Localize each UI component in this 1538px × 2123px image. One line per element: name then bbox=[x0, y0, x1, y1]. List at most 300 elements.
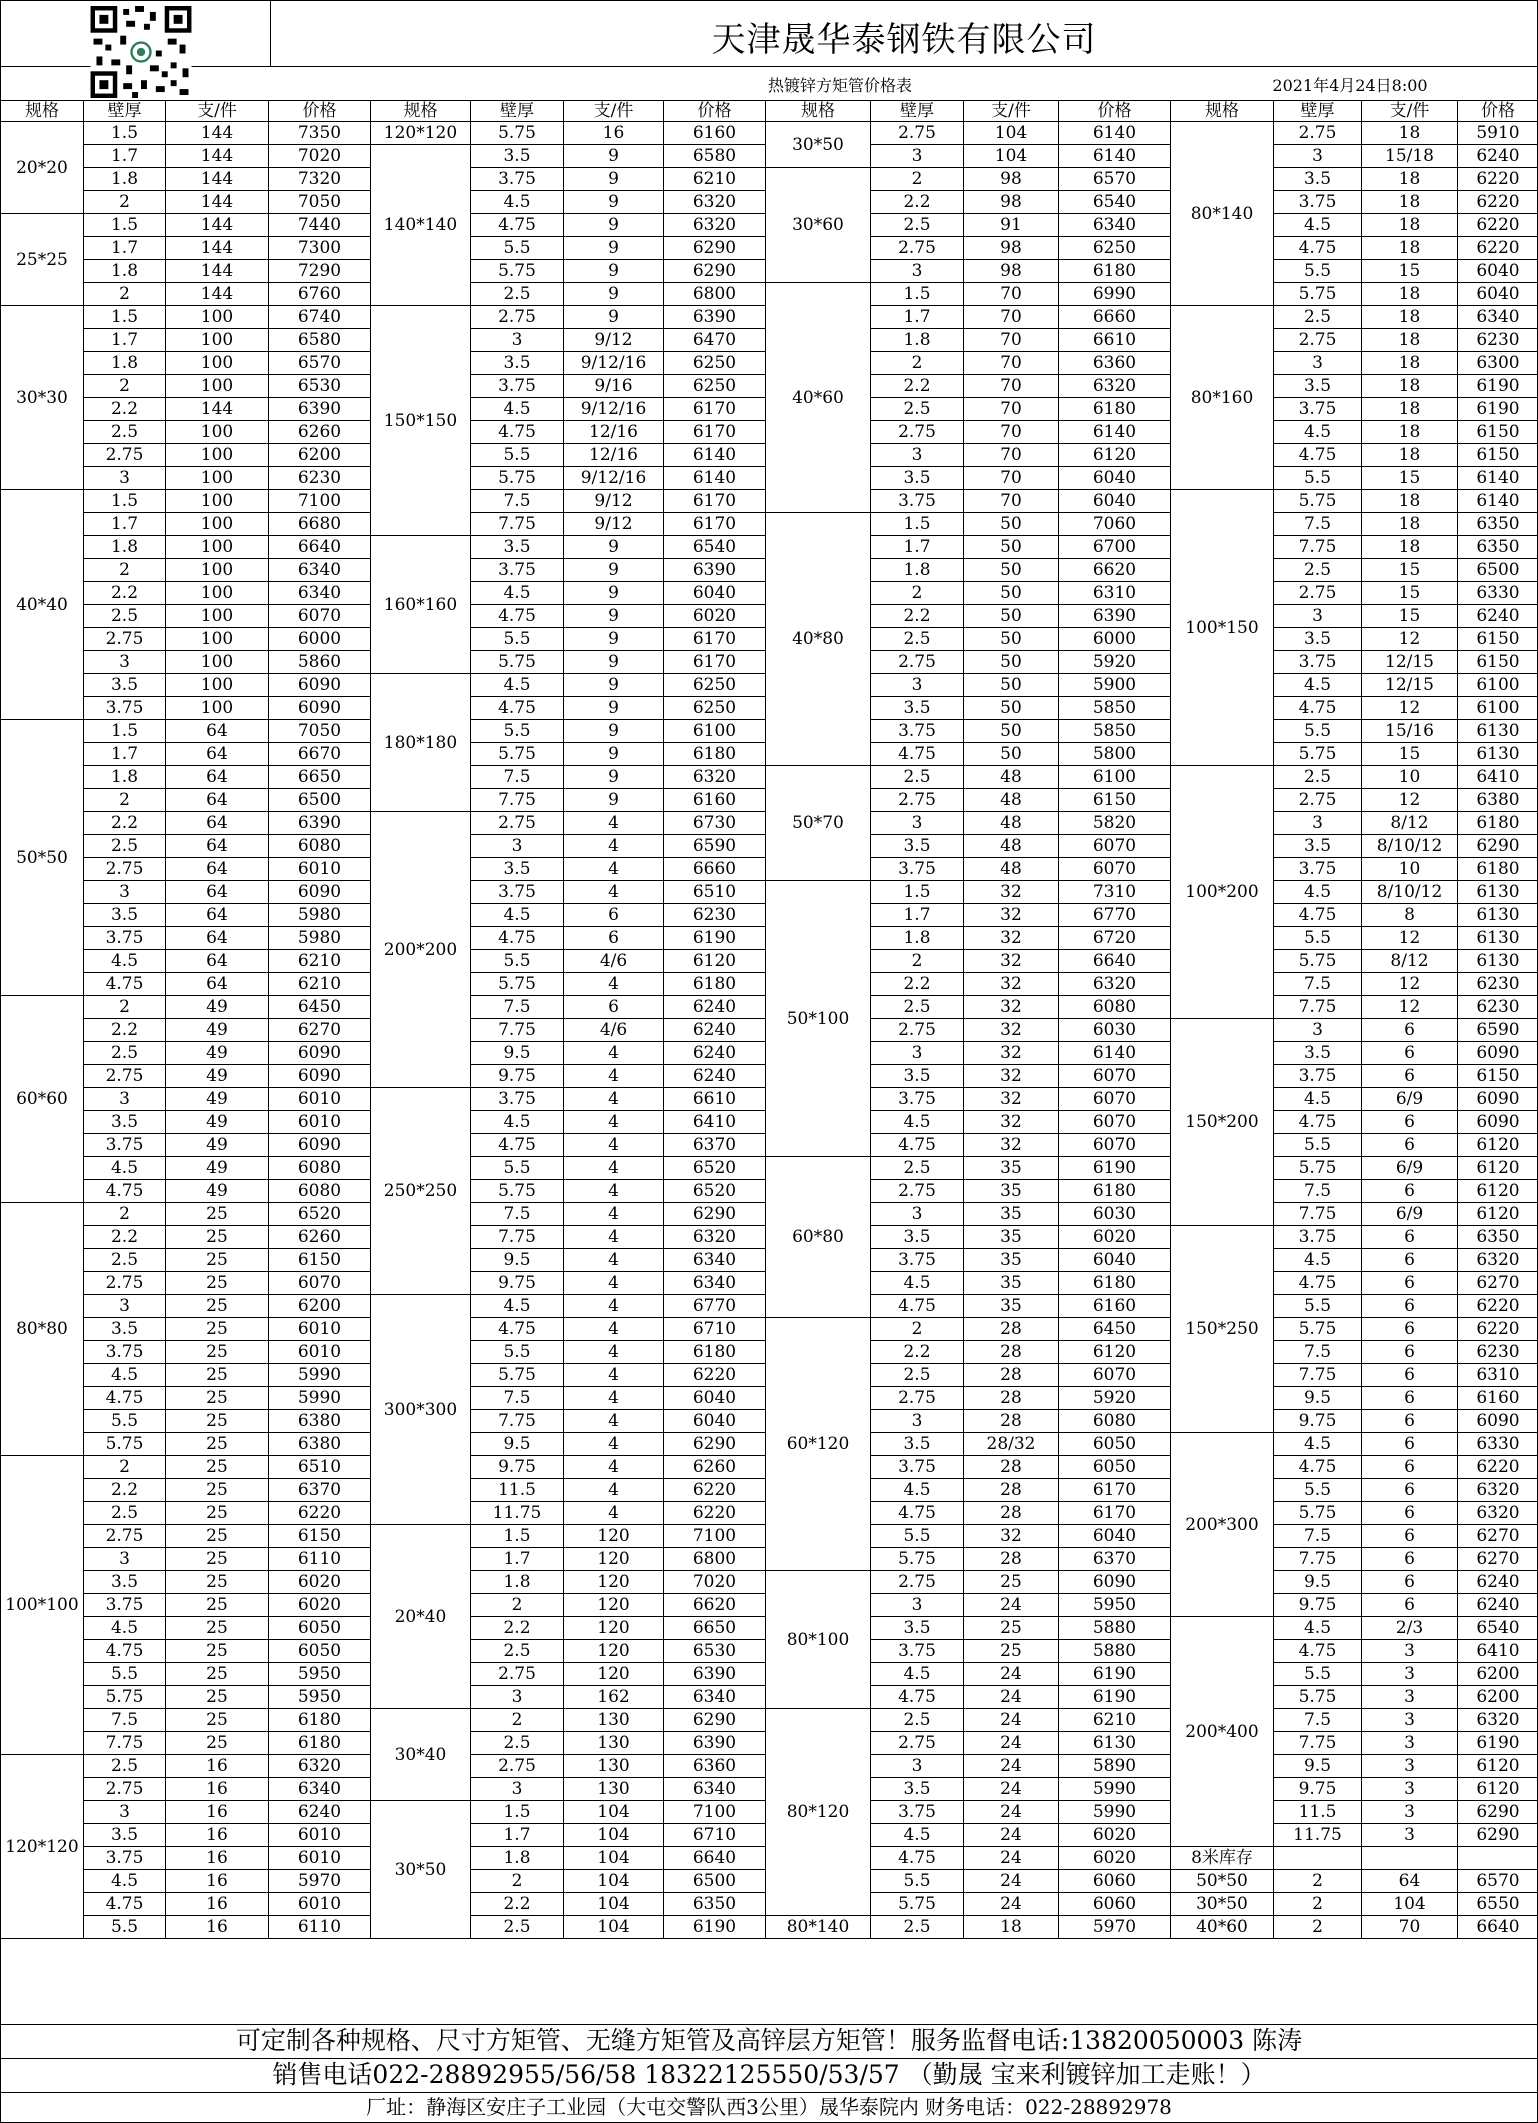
thickness-cell: 2.5 bbox=[84, 421, 166, 444]
pieces-cell: 91 bbox=[964, 214, 1059, 237]
table-row bbox=[1, 766, 1538, 789]
thickness-cell: 3 bbox=[1274, 145, 1362, 168]
thickness-cell: 2.75 bbox=[471, 812, 564, 835]
price-cell: 6500 bbox=[664, 1870, 766, 1893]
thickness-cell: 4.5 bbox=[84, 1870, 166, 1893]
price-cell: 6050 bbox=[1059, 1433, 1171, 1456]
price-cell: 6300 bbox=[1458, 352, 1538, 375]
price-cell: 6540 bbox=[1458, 1617, 1538, 1640]
pieces-cell: 9 bbox=[564, 145, 664, 168]
pieces-cell: 6 bbox=[1362, 1479, 1458, 1502]
spec-cell: 40*40 bbox=[1, 490, 84, 720]
thickness-cell: 4.75 bbox=[1274, 1456, 1362, 1479]
footer-custom-notice: 可定制各种规格、尺寸方矩管、无缝方矩管及高锌层方矩管！服务监督电话:13820050003 陈涛 bbox=[235, 2026, 1303, 2055]
thickness-cell: 3 bbox=[84, 881, 166, 904]
price-cell: 6250 bbox=[1059, 237, 1171, 260]
thickness-cell: 2.75 bbox=[471, 306, 564, 329]
pieces-cell: 50 bbox=[964, 697, 1059, 720]
thickness-cell: 2.75 bbox=[1274, 582, 1362, 605]
thickness-cell: 7.75 bbox=[1274, 1548, 1362, 1571]
thickness-cell: 2.5 bbox=[1274, 766, 1362, 789]
price-cell: 6130 bbox=[1458, 927, 1538, 950]
thickness-cell: 3.75 bbox=[871, 1456, 964, 1479]
pieces-cell: 6 bbox=[564, 996, 664, 1019]
thickness-cell: 4.5 bbox=[871, 1111, 964, 1134]
thickness-cell: 7.5 bbox=[1274, 1341, 1362, 1364]
price-cell: 6070 bbox=[1059, 835, 1171, 858]
pieces-cell: 4 bbox=[564, 1111, 664, 1134]
spec-cell: 100*200 bbox=[1171, 766, 1274, 1019]
pieces-cell: 24 bbox=[964, 1663, 1059, 1686]
price-cell: 6000 bbox=[1059, 628, 1171, 651]
pieces-cell: 4 bbox=[564, 1088, 664, 1111]
price-cell: 6150 bbox=[1458, 651, 1538, 674]
price-cell: 6150 bbox=[269, 1249, 371, 1272]
table-row bbox=[1, 283, 1538, 306]
thickness-cell: 5.5 bbox=[1274, 260, 1362, 283]
pieces-cell: 100 bbox=[166, 467, 269, 490]
pieces-cell: 9 bbox=[564, 697, 664, 720]
thickness-cell: 1.8 bbox=[871, 927, 964, 950]
thickness-cell: 2.5 bbox=[871, 1364, 964, 1387]
price-cell: 6170 bbox=[664, 398, 766, 421]
thickness-cell: 7.5 bbox=[1274, 1180, 1362, 1203]
spec-cell: 80*100 bbox=[766, 1571, 871, 1709]
price-cell: 6140 bbox=[1059, 145, 1171, 168]
pieces-cell: 25 bbox=[166, 1479, 269, 1502]
thickness-cell: 3.75 bbox=[471, 881, 564, 904]
price-cell: 6520 bbox=[664, 1180, 766, 1203]
pieces-cell: 9 bbox=[564, 306, 664, 329]
pieces-cell: 25 bbox=[166, 1548, 269, 1571]
price-cell: 6040 bbox=[664, 582, 766, 605]
pieces-cell: 9 bbox=[564, 168, 664, 191]
thickness-cell: 3.5 bbox=[84, 904, 166, 927]
thickness-cell: 5.5 bbox=[1274, 927, 1362, 950]
price-cell: 6080 bbox=[269, 1180, 371, 1203]
pieces-cell: 130 bbox=[564, 1778, 664, 1801]
price-cell: 6200 bbox=[269, 1295, 371, 1318]
spec-cell: 50*50 bbox=[1, 720, 84, 996]
pieces-cell: 70 bbox=[964, 421, 1059, 444]
price-cell: 5950 bbox=[269, 1663, 371, 1686]
price-cell: 6050 bbox=[1059, 1456, 1171, 1479]
thickness-cell: 2.75 bbox=[871, 1732, 964, 1755]
table-row bbox=[1, 1916, 1538, 1939]
pieces-cell: 64 bbox=[166, 973, 269, 996]
pieces-cell: 100 bbox=[166, 513, 269, 536]
thickness-cell: 3.5 bbox=[871, 835, 964, 858]
thickness-cell: 11.5 bbox=[1274, 1801, 1362, 1824]
price-cell: 6140 bbox=[664, 467, 766, 490]
thickness-cell: 2 bbox=[84, 559, 166, 582]
price-cell: 6040 bbox=[664, 1387, 766, 1410]
spec-cell: 160*160 bbox=[371, 536, 471, 674]
spec-cell: 80*140 bbox=[1171, 122, 1274, 306]
thickness-cell: 2.75 bbox=[84, 1065, 166, 1088]
pieces-cell: 64 bbox=[166, 858, 269, 881]
price-cell: 6230 bbox=[1458, 996, 1538, 1019]
thickness-cell: 9.5 bbox=[471, 1249, 564, 1272]
pieces-cell: 25 bbox=[166, 1433, 269, 1456]
thickness-cell: 3.75 bbox=[84, 1847, 166, 1870]
thickness-cell: 3.5 bbox=[471, 352, 564, 375]
price-cell: 6220 bbox=[1458, 191, 1538, 214]
pieces-cell: 70 bbox=[964, 490, 1059, 513]
thickness-cell: 4.75 bbox=[871, 1502, 964, 1525]
thickness-cell: 2.5 bbox=[84, 1042, 166, 1065]
thickness-cell: 5.75 bbox=[84, 1686, 166, 1709]
price-cell: 6040 bbox=[664, 1410, 766, 1433]
price-cell: 6120 bbox=[1458, 1157, 1538, 1180]
thickness-cell: 3.5 bbox=[871, 697, 964, 720]
thickness-cell: 2.5 bbox=[1274, 306, 1362, 329]
thickness-cell: 1.5 bbox=[471, 1801, 564, 1824]
thickness-cell: 2 bbox=[1274, 1893, 1362, 1916]
thickness-cell: 7.5 bbox=[1274, 1525, 1362, 1548]
thickness-cell: 4.5 bbox=[84, 1157, 166, 1180]
price-cell: 6220 bbox=[664, 1364, 766, 1387]
thickness-cell: 4.5 bbox=[871, 1479, 964, 1502]
pieces-cell: 9 bbox=[564, 605, 664, 628]
thickness-cell: 3 bbox=[871, 444, 964, 467]
price-cell: 6120 bbox=[664, 950, 766, 973]
price-cell: 7050 bbox=[269, 720, 371, 743]
thickness-cell: 2 bbox=[871, 168, 964, 191]
price-cell: 6180 bbox=[1458, 812, 1538, 835]
pieces-cell: 10 bbox=[1362, 858, 1458, 881]
thickness-cell: 4.75 bbox=[84, 1387, 166, 1410]
pieces-cell: 6 bbox=[1362, 1249, 1458, 1272]
price-cell: 6090 bbox=[269, 674, 371, 697]
pieces-cell: 24 bbox=[964, 1847, 1059, 1870]
pieces-cell: 16 bbox=[166, 1847, 269, 1870]
price-cell: 5890 bbox=[1059, 1755, 1171, 1778]
pieces-cell: 8/12 bbox=[1362, 812, 1458, 835]
spec-cell: 120*120 bbox=[1, 1755, 84, 1939]
pieces-cell: 144 bbox=[166, 145, 269, 168]
thickness-cell: 4.75 bbox=[84, 1640, 166, 1663]
thickness-cell: 2.5 bbox=[871, 214, 964, 237]
thickness-cell: 5.5 bbox=[471, 950, 564, 973]
thickness-cell: 2 bbox=[471, 1870, 564, 1893]
price-cell: 6670 bbox=[269, 743, 371, 766]
thickness-cell: 2.5 bbox=[84, 835, 166, 858]
pieces-cell: 64 bbox=[166, 950, 269, 973]
pieces-cell: 6 bbox=[1362, 1525, 1458, 1548]
thickness-cell: 7.75 bbox=[471, 789, 564, 812]
price-cell: 6770 bbox=[1059, 904, 1171, 927]
price-cell: 6390 bbox=[664, 559, 766, 582]
pieces-cell: 9/12 bbox=[564, 513, 664, 536]
pieces-cell: 100 bbox=[166, 605, 269, 628]
pieces-cell: 15 bbox=[1362, 582, 1458, 605]
price-cell: 6320 bbox=[1458, 1479, 1538, 1502]
spec-cell: 180*180 bbox=[371, 674, 471, 812]
pieces-cell: 50 bbox=[964, 651, 1059, 674]
pieces-cell: 18 bbox=[1362, 306, 1458, 329]
pieces-cell: 4 bbox=[564, 1364, 664, 1387]
pieces-cell: 24 bbox=[964, 1801, 1059, 1824]
thickness-cell: 2.5 bbox=[84, 1755, 166, 1778]
pieces-cell: 120 bbox=[564, 1617, 664, 1640]
thickness-cell: 4.75 bbox=[84, 1893, 166, 1916]
thickness-cell: 2.75 bbox=[1274, 329, 1362, 352]
pieces-cell: 12 bbox=[1362, 697, 1458, 720]
pieces-cell: 25 bbox=[166, 1249, 269, 1272]
pieces-cell: 6 bbox=[1362, 1410, 1458, 1433]
thickness-cell: 2.2 bbox=[871, 973, 964, 996]
price-cell: 6230 bbox=[664, 904, 766, 927]
thickness-cell: 7.5 bbox=[471, 1203, 564, 1226]
price-cell: 7100 bbox=[664, 1525, 766, 1548]
price-cell: 5880 bbox=[1059, 1617, 1171, 1640]
price-cell: 6660 bbox=[1059, 306, 1171, 329]
pieces-cell: 25 bbox=[166, 1686, 269, 1709]
spec-cell: 30*50 bbox=[371, 1801, 471, 1939]
pieces-cell: 9 bbox=[564, 651, 664, 674]
price-cell: 6450 bbox=[269, 996, 371, 1019]
thickness-cell: 3.75 bbox=[471, 375, 564, 398]
price-cell: 6340 bbox=[664, 1272, 766, 1295]
pieces-cell: 4 bbox=[564, 1456, 664, 1479]
thickness-cell: 3.5 bbox=[471, 858, 564, 881]
price-cell: 6080 bbox=[269, 1157, 371, 1180]
price-cell: 6130 bbox=[1458, 950, 1538, 973]
thickness-cell: 3.75 bbox=[871, 1088, 964, 1111]
thickness-cell: 5.5 bbox=[471, 444, 564, 467]
thickness-cell: 1.8 bbox=[84, 168, 166, 191]
price-cell: 6220 bbox=[664, 1479, 766, 1502]
thickness-cell: 2.75 bbox=[84, 858, 166, 881]
thickness-cell: 4.5 bbox=[471, 1295, 564, 1318]
price-cell: 6520 bbox=[269, 1203, 371, 1226]
thickness-cell: 7.75 bbox=[471, 513, 564, 536]
pieces-cell: 4 bbox=[564, 1479, 664, 1502]
price-cell: 6030 bbox=[1059, 1203, 1171, 1226]
pieces-cell: 15 bbox=[1362, 605, 1458, 628]
thickness-cell: 2.5 bbox=[471, 1732, 564, 1755]
thickness-cell: 2.5 bbox=[84, 605, 166, 628]
thickness-cell: 2 bbox=[871, 1318, 964, 1341]
price-cell: 6180 bbox=[1059, 260, 1171, 283]
thickness-cell: 2 bbox=[471, 1594, 564, 1617]
thickness-cell: 4.5 bbox=[84, 1617, 166, 1640]
price-cell: 6590 bbox=[664, 835, 766, 858]
pieces-cell: 70 bbox=[1362, 1916, 1458, 1939]
pieces-cell: 9/12 bbox=[564, 329, 664, 352]
thickness-cell: 5.75 bbox=[871, 1893, 964, 1916]
thickness-cell: 2.5 bbox=[871, 1916, 964, 1939]
pieces-cell: 49 bbox=[166, 1065, 269, 1088]
pieces-cell: 4 bbox=[564, 1157, 664, 1180]
thickness-cell: 5.5 bbox=[471, 237, 564, 260]
price-cell: 6040 bbox=[1458, 260, 1538, 283]
price-cell: 6070 bbox=[269, 1272, 371, 1295]
thickness-cell: 9.5 bbox=[471, 1042, 564, 1065]
price-cell: 6190 bbox=[1059, 1157, 1171, 1180]
price-cell: 6170 bbox=[1059, 1479, 1171, 1502]
price-cell: 6130 bbox=[1458, 881, 1538, 904]
thickness-cell: 7.5 bbox=[84, 1709, 166, 1732]
pieces-cell: 35 bbox=[964, 1180, 1059, 1203]
pieces-cell: 50 bbox=[964, 582, 1059, 605]
pieces-cell: 12 bbox=[1362, 789, 1458, 812]
pieces-cell: 3 bbox=[1362, 1640, 1458, 1663]
price-cell: 6640 bbox=[1059, 950, 1171, 973]
pieces-cell: 4 bbox=[564, 1387, 664, 1410]
thickness-cell: 4.5 bbox=[871, 1663, 964, 1686]
pieces-cell: 104 bbox=[964, 122, 1059, 145]
pieces-cell: 25 bbox=[166, 1571, 269, 1594]
pieces-cell: 8/10/12 bbox=[1362, 835, 1458, 858]
price-cell: 6660 bbox=[664, 858, 766, 881]
pieces-cell: 28 bbox=[964, 1410, 1059, 1433]
price-cell: 5990 bbox=[269, 1364, 371, 1387]
pieces-cell: 104 bbox=[564, 1824, 664, 1847]
price-cell: 6020 bbox=[269, 1594, 371, 1617]
pieces-cell: 15/16 bbox=[1362, 720, 1458, 743]
pieces-cell: 25 bbox=[964, 1617, 1059, 1640]
thickness-cell: 2 bbox=[1274, 1916, 1362, 1939]
price-cell: 6340 bbox=[269, 1778, 371, 1801]
price-cell: 6050 bbox=[269, 1640, 371, 1663]
price-cell: 5950 bbox=[269, 1686, 371, 1709]
thickness-cell: 3.5 bbox=[871, 1778, 964, 1801]
thickness-cell: 5.5 bbox=[471, 1157, 564, 1180]
thickness-cell: 2.75 bbox=[871, 651, 964, 674]
pieces-cell: 25 bbox=[166, 1295, 269, 1318]
pieces-cell: 70 bbox=[964, 283, 1059, 306]
thickness-cell: 2.75 bbox=[871, 122, 964, 145]
thickness-cell: 4.5 bbox=[1274, 674, 1362, 697]
price-cell: 6590 bbox=[1458, 1019, 1538, 1042]
pieces-cell: 32 bbox=[964, 904, 1059, 927]
thickness-cell: 11.75 bbox=[1274, 1824, 1362, 1847]
spec-cell: 200*300 bbox=[1171, 1433, 1274, 1617]
thickness-cell: 2.75 bbox=[1274, 122, 1362, 145]
price-cell: 7350 bbox=[269, 122, 371, 145]
price-cell: 6120 bbox=[1059, 1341, 1171, 1364]
thickness-cell: 4.5 bbox=[471, 1111, 564, 1134]
pieces-cell: 12/15 bbox=[1362, 674, 1458, 697]
thickness-cell: 1.8 bbox=[84, 352, 166, 375]
spec-cell: 20*40 bbox=[371, 1525, 471, 1709]
price-cell: 6700 bbox=[1059, 536, 1171, 559]
price-cell: 6090 bbox=[1458, 1410, 1538, 1433]
pieces-cell: 6 bbox=[564, 904, 664, 927]
pieces-cell: 8/10/12 bbox=[1362, 881, 1458, 904]
thickness-cell: 5.5 bbox=[1274, 1295, 1362, 1318]
pieces-cell: 32 bbox=[964, 1065, 1059, 1088]
price-cell: 6580 bbox=[269, 329, 371, 352]
table-row bbox=[1, 1157, 1538, 1180]
thickness-cell: 4.75 bbox=[871, 1686, 964, 1709]
thickness-cell: 3.5 bbox=[1274, 1042, 1362, 1065]
price-cell: 6530 bbox=[269, 375, 371, 398]
pieces-cell: 3 bbox=[1362, 1755, 1458, 1778]
pieces-cell: 32 bbox=[964, 1088, 1059, 1111]
thickness-cell: 3 bbox=[871, 674, 964, 697]
pieces-cell: 70 bbox=[964, 398, 1059, 421]
thickness-cell: 5.75 bbox=[471, 260, 564, 283]
thickness-cell: 2.5 bbox=[871, 1709, 964, 1732]
price-cell: 6120 bbox=[1458, 1778, 1538, 1801]
pieces-cell: 6 bbox=[1362, 1134, 1458, 1157]
price-cell: 6070 bbox=[1059, 858, 1171, 881]
thickness-cell: 3 bbox=[84, 1548, 166, 1571]
price-cell: 6070 bbox=[269, 605, 371, 628]
price-cell: 6220 bbox=[1458, 1456, 1538, 1479]
pieces-cell: 32 bbox=[964, 1111, 1059, 1134]
thickness-cell: 3.5 bbox=[84, 1111, 166, 1134]
thickness-cell: 1.8 bbox=[84, 536, 166, 559]
price-cell: 6140 bbox=[664, 444, 766, 467]
thickness-cell: 9.75 bbox=[471, 1065, 564, 1088]
pieces-cell: 98 bbox=[964, 191, 1059, 214]
price-cell: 6190 bbox=[1458, 398, 1538, 421]
price-cell: 7100 bbox=[664, 1801, 766, 1824]
pieces-cell: 98 bbox=[964, 260, 1059, 283]
thickness-cell: 3.5 bbox=[84, 1824, 166, 1847]
thickness-cell: 3.5 bbox=[871, 467, 964, 490]
pieces-cell: 25 bbox=[964, 1571, 1059, 1594]
price-cell: 6320 bbox=[664, 1226, 766, 1249]
spec-cell: 40*80 bbox=[766, 513, 871, 766]
price-cell: 6220 bbox=[1458, 168, 1538, 191]
price-cell: 6180 bbox=[1059, 398, 1171, 421]
price-cell: 6470 bbox=[664, 329, 766, 352]
price-cell: 6090 bbox=[1458, 1042, 1538, 1065]
spec-cell: 8米库存 bbox=[1171, 1847, 1274, 1870]
thickness-cell: 3 bbox=[871, 1410, 964, 1433]
price-cell: 5970 bbox=[1059, 1916, 1171, 1939]
pieces-cell: 25 bbox=[166, 1272, 269, 1295]
column-header: 规格 bbox=[1171, 101, 1274, 122]
thickness-cell: 4.5 bbox=[84, 1364, 166, 1387]
pieces-cell: 100 bbox=[166, 329, 269, 352]
price-cell: 7300 bbox=[269, 237, 371, 260]
pieces-cell: 4 bbox=[564, 1226, 664, 1249]
thickness-cell: 5.75 bbox=[1274, 1157, 1362, 1180]
price-cell: 5800 bbox=[1059, 743, 1171, 766]
thickness-cell: 2 bbox=[871, 352, 964, 375]
thickness-cell: 2.2 bbox=[871, 191, 964, 214]
spec-cell: 25*25 bbox=[1, 214, 84, 306]
price-cell: 6010 bbox=[269, 1341, 371, 1364]
price-cell: 6570 bbox=[1458, 1870, 1538, 1893]
price-cell: 6250 bbox=[664, 352, 766, 375]
price-cell: 6180 bbox=[1458, 858, 1538, 881]
thickness-cell: 2 bbox=[84, 191, 166, 214]
pieces-cell: 18 bbox=[1362, 214, 1458, 237]
thickness-cell: 5.5 bbox=[1274, 720, 1362, 743]
price-cell: 6060 bbox=[1059, 1870, 1171, 1893]
price-cell: 5990 bbox=[1059, 1778, 1171, 1801]
thickness-cell: 3 bbox=[871, 260, 964, 283]
pieces-cell: 12/15 bbox=[1362, 651, 1458, 674]
thickness-cell: 4.75 bbox=[1274, 1640, 1362, 1663]
pieces-cell: 104 bbox=[564, 1916, 664, 1939]
price-cell: 5850 bbox=[1059, 720, 1171, 743]
pieces-cell: 104 bbox=[564, 1847, 664, 1870]
pieces-cell: 6/9 bbox=[1362, 1157, 1458, 1180]
pieces-cell: 144 bbox=[166, 283, 269, 306]
pieces-cell: 64 bbox=[166, 720, 269, 743]
pieces-cell: 4/6 bbox=[564, 1019, 664, 1042]
spec-cell: 120*120 bbox=[371, 122, 471, 145]
price-cell: 6370 bbox=[1059, 1548, 1171, 1571]
